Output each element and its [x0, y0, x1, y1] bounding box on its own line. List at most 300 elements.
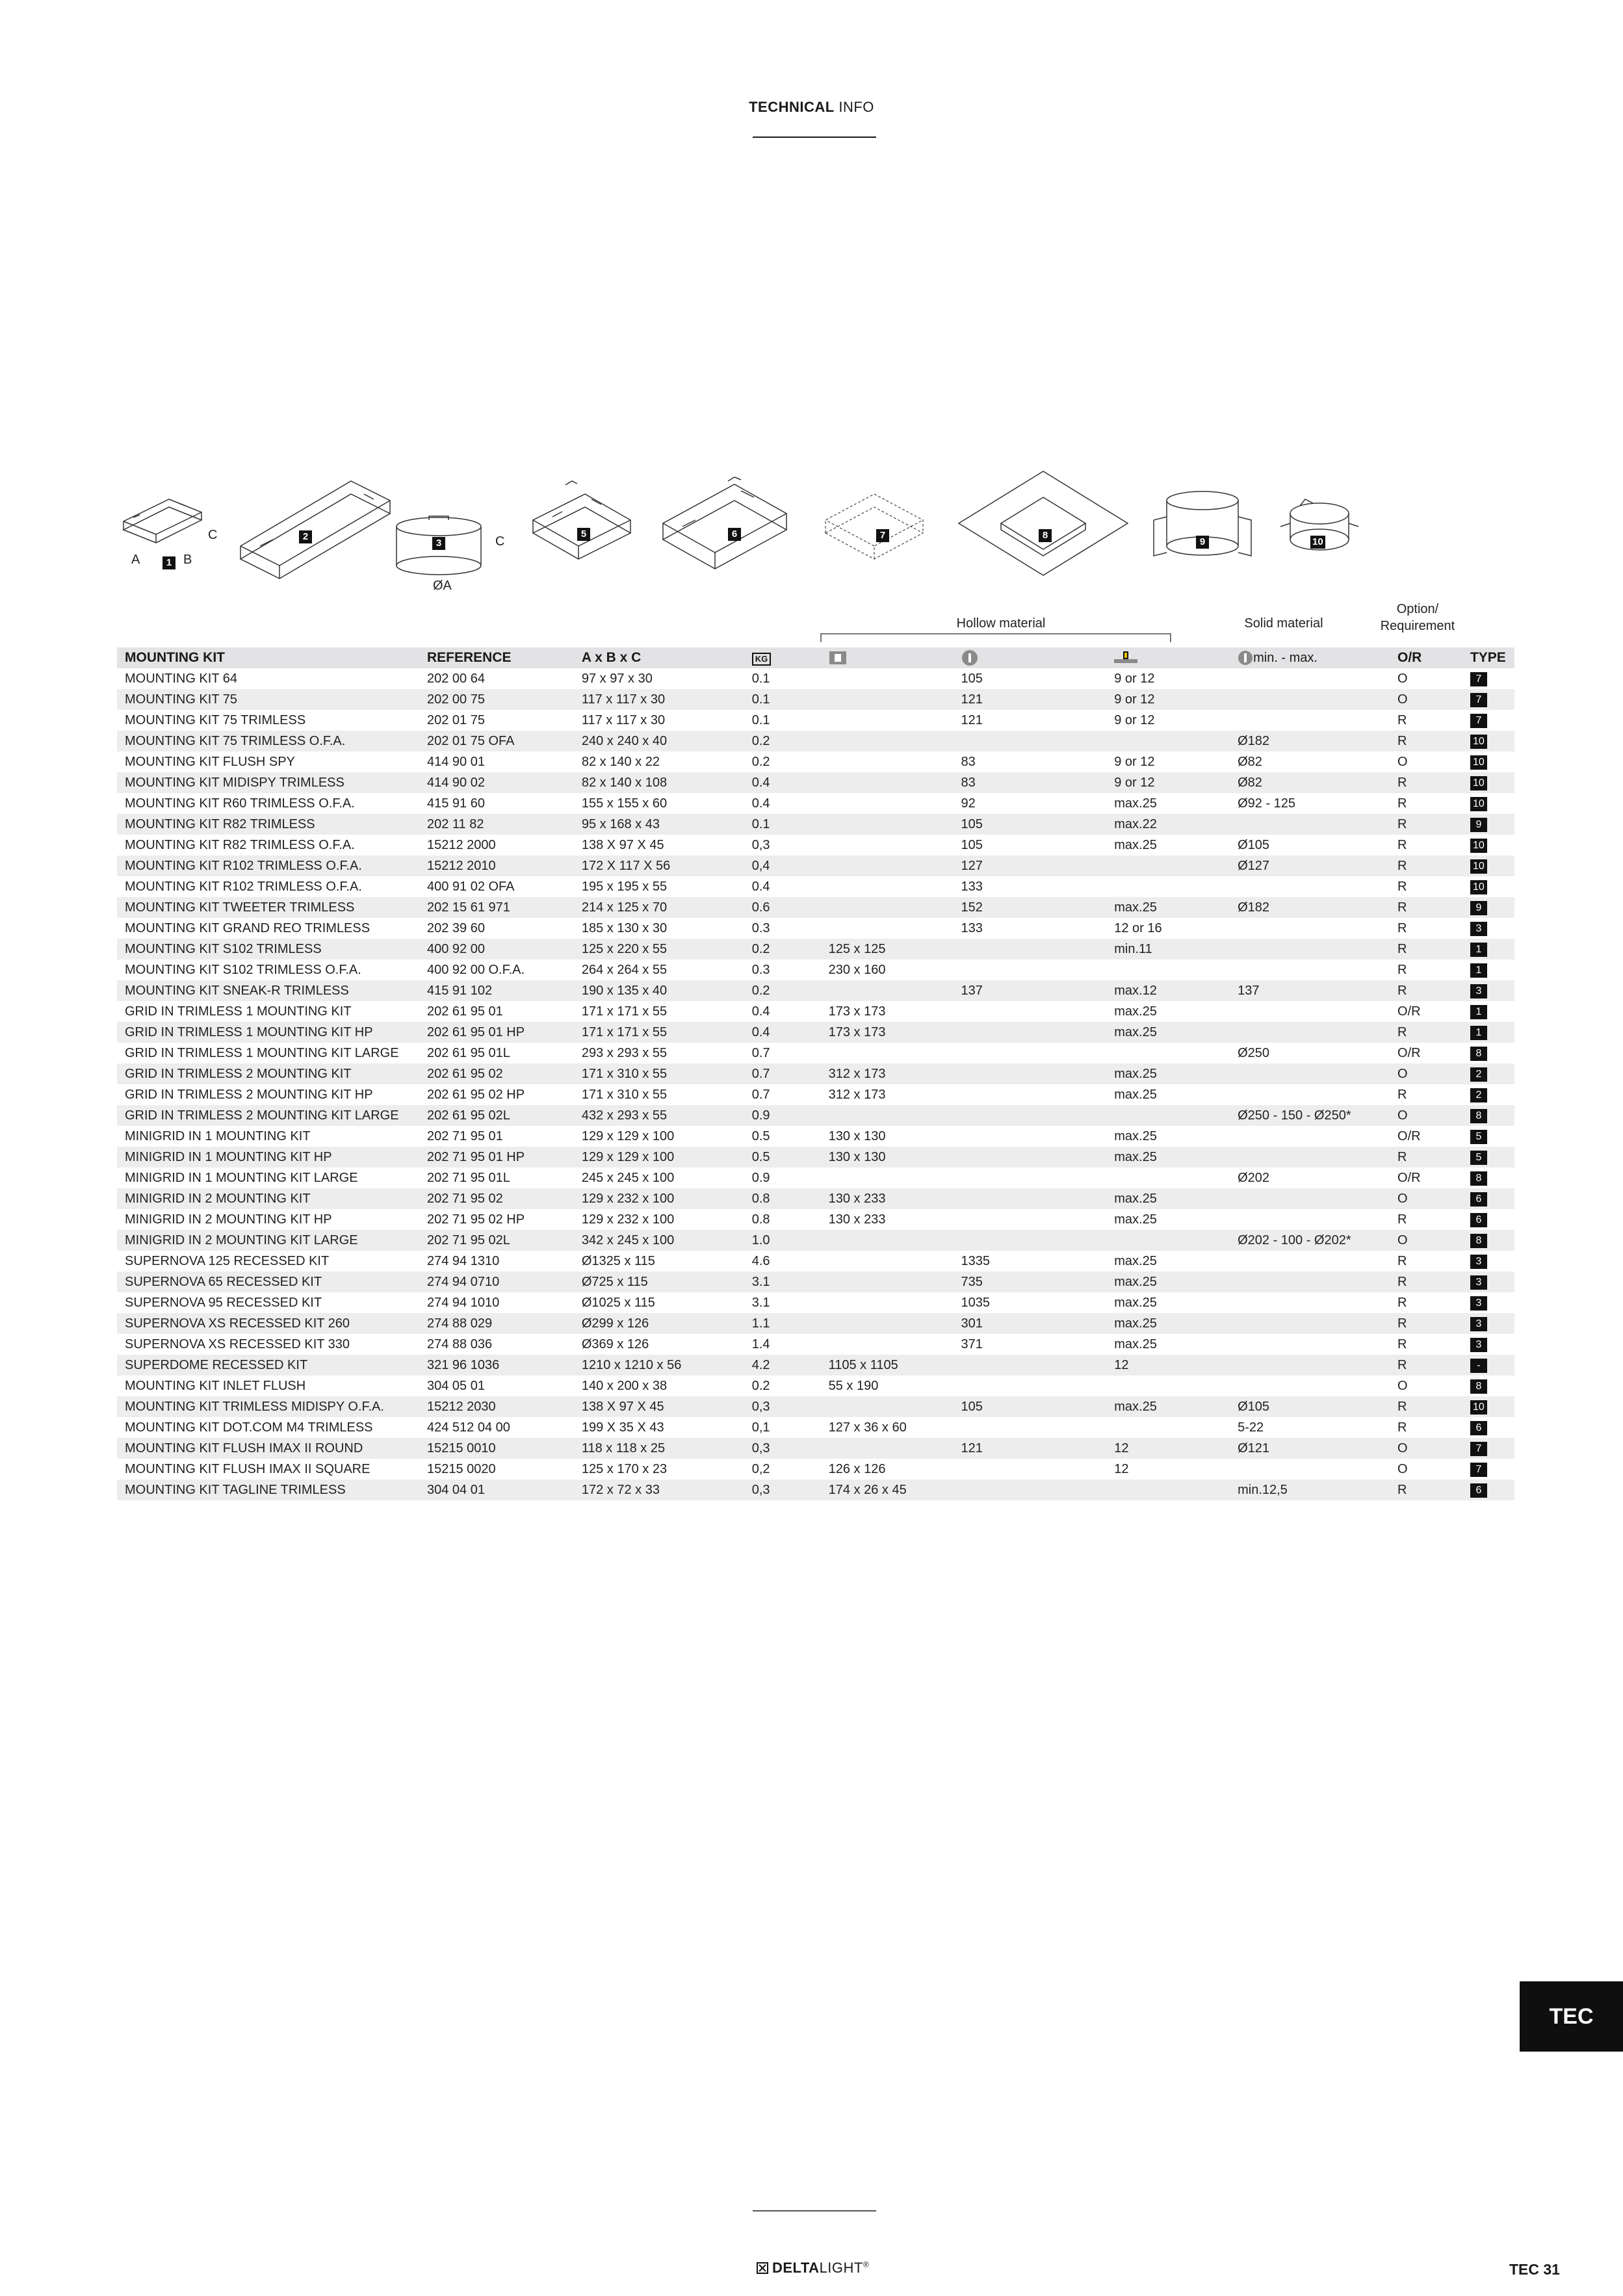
cell-dimensions: Ø1325 x 115 — [581, 1253, 655, 1268]
cell-solid-min-max: Ø82 — [1230, 772, 1390, 793]
cell-hollow-cutout — [821, 1272, 954, 1292]
cell-hollow-cutout — [821, 731, 954, 751]
brand-tm: ® — [863, 2260, 870, 2269]
cell-hollow-cutout — [821, 918, 954, 939]
cell-solid-min-max — [1230, 918, 1390, 939]
cell-reference: 202 00 75 — [419, 689, 574, 710]
cell-hollow-cutout — [821, 1334, 954, 1355]
cell-kit: GRID IN TRIMLESS 2 MOUNTING KIT LARGE — [117, 1105, 419, 1126]
cell-hollow-diameter — [954, 1376, 1107, 1396]
cell-ceiling-thickness — [1106, 855, 1230, 876]
brand-bold: DELTA — [772, 2260, 820, 2276]
type-badge: 7 — [1470, 1442, 1487, 1456]
cell-solid-min-max: Ø127 — [1230, 855, 1390, 876]
cell-weight: 0.6 — [744, 897, 821, 918]
table-row — [117, 1313, 1514, 1334]
cell-kit: MINIGRID IN 2 MOUNTING KIT LARGE — [117, 1230, 419, 1251]
type-badge: 3 — [1470, 1296, 1487, 1311]
cell-weight: 0.9 — [751, 1170, 770, 1185]
kit-badge-9: 9 — [1196, 536, 1209, 549]
cell-dimensions: 117 x 117 x 30 — [581, 712, 666, 727]
col-mounting-kit: MOUNTING KIT — [117, 647, 419, 668]
cell-hollow-cutout — [821, 1251, 954, 1272]
kit-badge-3: 3 — [432, 537, 445, 550]
type-badge: 3 — [1470, 922, 1487, 936]
cell-kit: GRID IN TRIMLESS 1 MOUNTING KIT — [125, 1004, 352, 1019]
cell-solid-min-max — [1230, 1209, 1390, 1230]
type-badge: 6 — [1470, 1192, 1487, 1207]
cell-solid-min-max: 137 — [1230, 980, 1390, 1001]
type-badge: 6 — [1470, 1483, 1487, 1498]
cell-weight: 0.5 — [744, 1147, 821, 1168]
cell-reference: 202 01 75 — [426, 712, 485, 727]
kit-drawing-9 — [1150, 481, 1254, 575]
cell-solid-min-max — [1230, 1355, 1390, 1376]
cell-reference: 15212 2000 — [426, 837, 496, 852]
cell-hollow-cutout — [821, 980, 954, 1001]
cell-hollow-diameter — [954, 1417, 1107, 1438]
page-number: TEC 31 — [1509, 2261, 1560, 2278]
cell-ceiling-thickness: max.25 — [1114, 837, 1157, 852]
cell-kit: SUPERNOVA 65 RECESSED KIT — [117, 1272, 419, 1292]
cell-reference: 414 90 02 — [419, 772, 574, 793]
cell-hollow-diameter — [954, 1063, 1107, 1084]
header-rule — [753, 137, 876, 138]
cell-type — [1462, 1376, 1514, 1396]
cell-kit: MOUNTING KIT S102 TRIMLESS — [117, 939, 419, 959]
cell-weight: 0,1 — [751, 1420, 770, 1435]
cell-dimensions: 82 x 140 x 108 — [574, 772, 744, 793]
cell-hollow-cutout: 126 x 126 — [828, 1461, 886, 1476]
cell-kit: MOUNTING KIT FLUSH IMAX II ROUND — [117, 1438, 419, 1459]
cell-or: R — [1390, 1480, 1462, 1500]
cell-reference: 202 71 95 02L — [419, 1230, 574, 1251]
kit-drawing-1 — [117, 494, 208, 568]
cell-type — [1462, 710, 1514, 731]
type-badge: - — [1470, 1359, 1487, 1373]
cell-hollow-diameter — [954, 1355, 1107, 1376]
cell-hollow-cutout — [821, 689, 954, 710]
cell-solid-min-max — [1230, 876, 1390, 897]
cell-hollow-diameter: 133 — [961, 879, 983, 894]
cell-hollow-diameter: 1335 — [961, 1253, 991, 1268]
cell-weight: 0.4 — [751, 1004, 770, 1019]
type-badge: 10 — [1470, 735, 1487, 749]
type-badge: 3 — [1470, 1275, 1487, 1290]
cell-ceiling-thickness — [1106, 1043, 1230, 1063]
cell-ceiling-thickness: max.12 — [1106, 980, 1230, 1001]
cell-dimensions: 138 X 97 X 45 — [574, 1396, 744, 1417]
cell-dimensions: 293 x 293 x 55 — [581, 1045, 668, 1060]
cell-ceiling-thickness: max.25 — [1106, 1147, 1230, 1168]
cell-hollow-cutout — [821, 855, 954, 876]
kit-drawing-8 — [955, 468, 1131, 582]
cell-kit: MINIGRID IN 2 MOUNTING KIT — [117, 1188, 419, 1209]
cell-ceiling-thickness — [1106, 1376, 1230, 1396]
cell-type — [1462, 1022, 1514, 1043]
cell-solid-min-max — [1230, 1334, 1390, 1355]
cell-hollow-cutout — [821, 876, 954, 897]
cell-dimensions: 129 x 129 x 100 — [574, 1147, 744, 1168]
cell-hollow-cutout: 173 x 173 — [821, 1022, 954, 1043]
cell-hollow-cutout — [821, 1438, 954, 1459]
cell-dimensions: Ø1025 x 115 — [581, 1295, 655, 1310]
cell-dimensions: 125 x 170 x 23 — [581, 1461, 668, 1476]
col-hollow-diameter — [954, 647, 1107, 668]
cell-type — [1462, 689, 1514, 710]
cell-or: R — [1390, 1313, 1462, 1334]
cell-or: O — [1390, 1438, 1462, 1459]
group-label-solid: Solid material — [1244, 616, 1323, 631]
cell-solid-min-max — [1230, 1459, 1390, 1480]
cell-weight: 3.1 — [751, 1295, 770, 1310]
cell-dimensions: 171 x 310 x 55 — [581, 1087, 668, 1102]
cell-hollow-diameter: 121 — [954, 1438, 1107, 1459]
cell-kit: MOUNTING KIT FLUSH SPY — [125, 754, 295, 769]
cell-solid-min-max — [1230, 1147, 1390, 1168]
cell-type — [1462, 793, 1514, 814]
cell-or: R — [1390, 897, 1462, 918]
cell-dimensions: 138 X 97 X 45 — [581, 837, 664, 852]
cell-or: O — [1397, 1378, 1408, 1393]
col-dimensions: A x B x C — [574, 647, 744, 668]
cell-type — [1462, 772, 1514, 793]
cell-kit: MOUNTING KIT R60 TRIMLESS O.F.A. — [125, 796, 355, 811]
cell-hollow-diameter — [954, 1230, 1107, 1251]
cell-reference: 321 96 1036 — [419, 1355, 574, 1376]
cell-dimensions: 97 x 97 x 30 — [581, 671, 653, 686]
cell-ceiling-thickness — [1106, 959, 1230, 980]
cell-dimensions: 171 x 171 x 55 — [574, 1022, 744, 1043]
cell-kit: MOUNTING KIT 75 TRIMLESS — [125, 712, 306, 727]
type-badge: 7 — [1470, 693, 1487, 707]
cell-or: O — [1390, 1230, 1462, 1251]
cell-ceiling-thickness: max.25 — [1106, 1188, 1230, 1209]
cell-type — [1462, 1272, 1514, 1292]
cell-kit: SUPERNOVA 95 RECESSED KIT — [125, 1295, 322, 1310]
cell-type — [1462, 1105, 1514, 1126]
cell-hollow-diameter — [954, 1480, 1107, 1500]
cell-reference: 274 94 1310 — [426, 1253, 500, 1268]
cell-ceiling-thickness: 9 or 12 — [1106, 689, 1230, 710]
type-badge: 10 — [1470, 776, 1487, 790]
cell-reference: 202 15 61 971 — [419, 897, 574, 918]
cell-or: R — [1397, 1420, 1407, 1435]
cell-weight: 3.1 — [744, 1272, 821, 1292]
cell-reference: 400 91 02 OFA — [426, 879, 515, 894]
cell-ceiling-thickness: max.25 — [1106, 897, 1230, 918]
kit-drawing-7 — [819, 488, 929, 575]
cell-weight: 0.1 — [751, 671, 770, 686]
cell-hollow-diameter: 127 — [954, 855, 1107, 876]
section-tab-tec[interactable]: TEC — [1520, 1981, 1623, 2052]
cell-or: O — [1390, 689, 1462, 710]
cell-solid-min-max — [1230, 1084, 1390, 1105]
kit-drawing-5 — [526, 481, 637, 575]
cell-hollow-diameter: 83 — [961, 754, 976, 769]
dim-label-c: C — [208, 528, 218, 542]
cell-hollow-diameter — [954, 1001, 1107, 1022]
cell-weight: 1.4 — [751, 1337, 770, 1351]
cell-kit: MOUNTING KIT 64 — [125, 671, 237, 686]
cell-dimensions: 264 x 264 x 55 — [581, 962, 668, 977]
type-badge: 8 — [1470, 1379, 1487, 1394]
cell-weight: 0.2 — [751, 754, 770, 769]
cell-reference: 15215 0010 — [419, 1438, 574, 1459]
cell-dimensions: 172 x 72 x 33 — [574, 1480, 744, 1500]
cell-reference: 202 11 82 — [419, 814, 574, 835]
cell-dimensions: 82 x 140 x 22 — [581, 754, 660, 769]
cell-kit: MINIGRID IN 1 MOUNTING KIT LARGE — [125, 1170, 358, 1185]
cell-weight: 1.1 — [744, 1313, 821, 1334]
table-row — [117, 980, 1514, 1001]
cell-weight: 0.8 — [751, 1212, 770, 1227]
table-body — [117, 668, 1514, 1500]
cell-or: R — [1390, 1022, 1462, 1043]
cell-hollow-diameter: 105 — [954, 814, 1107, 835]
cell-or: R — [1397, 1253, 1407, 1268]
cell-weight: 0,3 — [744, 1480, 821, 1500]
cell-hollow-cutout: 130 x 130 — [821, 1147, 954, 1168]
cell-type — [1462, 1480, 1514, 1500]
table-row — [117, 1376, 1514, 1396]
cell-dimensions: Ø369 x 126 — [581, 1337, 649, 1351]
cell-kit: MOUNTING KIT 75 TRIMLESS O.F.A. — [117, 731, 419, 751]
cell-ceiling-thickness — [1106, 1105, 1230, 1126]
cell-hollow-cutout — [821, 814, 954, 835]
cell-kit: GRID IN TRIMLESS 2 MOUNTING KIT — [117, 1063, 419, 1084]
cell-ceiling-thickness: max.25 — [1114, 1337, 1157, 1351]
table-row — [117, 1188, 1514, 1209]
cell-or: R — [1390, 1355, 1462, 1376]
cell-ceiling-thickness: max.25 — [1106, 1063, 1230, 1084]
type-badge: 1 — [1470, 1026, 1487, 1040]
cell-or: R — [1397, 1337, 1407, 1351]
cell-hollow-diameter — [954, 1126, 1107, 1147]
cell-weight: 0.4 — [751, 796, 770, 811]
cell-solid-min-max — [1230, 1126, 1390, 1147]
cell-type — [1462, 1209, 1514, 1230]
type-badge: 9 — [1470, 901, 1487, 915]
cell-type — [1462, 980, 1514, 1001]
cell-reference: 15212 2030 — [419, 1396, 574, 1417]
cell-type — [1462, 1043, 1514, 1063]
ceiling-thickness-icon — [1114, 650, 1137, 666]
cell-dimensions: 199 X 35 X 43 — [581, 1420, 664, 1435]
table-row — [117, 1147, 1514, 1168]
cell-ceiling-thickness: max.25 — [1106, 1396, 1230, 1417]
type-badge: 2 — [1470, 1088, 1487, 1102]
cell-hollow-diameter — [954, 1459, 1107, 1480]
cell-type — [1462, 668, 1514, 689]
table-row — [117, 918, 1514, 939]
cell-weight: 0.8 — [744, 1188, 821, 1209]
cell-hollow-cutout — [821, 897, 954, 918]
cell-or: R — [1397, 1295, 1407, 1310]
cell-kit: SUPERNOVA 125 RECESSED KIT — [125, 1253, 330, 1268]
type-badge: 10 — [1470, 797, 1487, 811]
cell-dimensions: 195 x 195 x 55 — [581, 879, 668, 894]
cell-weight: 0.2 — [744, 939, 821, 959]
cell-type — [1462, 751, 1514, 772]
cell-hollow-cutout — [821, 1292, 954, 1313]
table-row — [117, 1396, 1514, 1417]
cell-or: R — [1397, 712, 1407, 727]
cell-kit: MOUNTING KIT FLUSH IMAX II SQUARE — [125, 1461, 370, 1476]
table-row — [117, 855, 1514, 876]
deltalight-logo-icon — [757, 2262, 768, 2274]
cell-type — [1462, 897, 1514, 918]
cell-weight: 0.4 — [744, 1022, 821, 1043]
cell-weight: 0.2 — [744, 980, 821, 1001]
cell-hollow-diameter: 1035 — [961, 1295, 991, 1310]
cell-ceiling-thickness — [1106, 876, 1230, 897]
cell-ceiling-thickness — [1106, 1417, 1230, 1438]
cell-hollow-diameter: 105 — [961, 837, 983, 852]
col-hollow-cutout — [821, 647, 954, 668]
table-row — [117, 772, 1514, 793]
type-badge: 7 — [1470, 714, 1487, 728]
cell-dimensions: 95 x 168 x 43 — [574, 814, 744, 835]
cell-weight: 0.5 — [751, 1128, 770, 1143]
type-badge: 8 — [1470, 1171, 1487, 1186]
cell-dimensions: 432 x 293 x 55 — [574, 1105, 744, 1126]
rectangular-cutout-icon — [829, 651, 847, 665]
deltalight-logo — [757, 2260, 869, 2276]
cell-solid-min-max: Ø182 — [1230, 731, 1390, 751]
type-badge: 3 — [1470, 1255, 1487, 1269]
cell-weight: 4.6 — [751, 1253, 770, 1268]
cell-hollow-diameter — [954, 1043, 1107, 1063]
cell-solid-min-max: Ø82 — [1238, 754, 1262, 769]
cell-hollow-cutout — [821, 1105, 954, 1126]
cell-dimensions: 342 x 245 x 100 — [574, 1230, 744, 1251]
cell-reference: 274 94 1010 — [426, 1295, 500, 1310]
cell-reference: 304 05 01 — [426, 1378, 485, 1393]
cell-dimensions: 118 x 118 x 25 — [574, 1438, 744, 1459]
cell-ceiling-thickness — [1106, 1480, 1230, 1500]
cell-type — [1462, 1063, 1514, 1084]
cell-kit: SUPERNOVA XS RECESSED KIT 260 — [117, 1313, 419, 1334]
col-solid-min-max — [1230, 647, 1390, 668]
cell-kit: MOUNTING KIT R102 TRIMLESS O.F.A. — [125, 879, 362, 894]
cell-reference: 15212 2010 — [419, 855, 574, 876]
kit-badge-2: 2 — [299, 530, 312, 543]
cell-hollow-diameter — [954, 1209, 1107, 1230]
cell-reference: 202 71 95 01 HP — [419, 1147, 574, 1168]
cell-hollow-cutout: 130 x 130 — [828, 1128, 886, 1143]
cell-solid-min-max — [1230, 1188, 1390, 1209]
dim-label-b: B — [183, 553, 192, 567]
cell-dimensions: 171 x 171 x 55 — [581, 1004, 668, 1019]
cell-or: O — [1390, 1063, 1462, 1084]
min-max-label: min. - max. — [1253, 650, 1318, 665]
cell-dimensions: 190 x 135 x 40 — [574, 980, 744, 1001]
type-badge: 8 — [1470, 1109, 1487, 1123]
cell-ceiling-thickness: 9 or 12 — [1106, 772, 1230, 793]
cell-type — [1462, 1084, 1514, 1105]
table-row — [117, 1043, 1514, 1063]
type-badge: 3 — [1470, 1338, 1487, 1352]
kit-illustrations — [110, 468, 1449, 598]
cell-reference: 202 39 60 — [426, 920, 485, 935]
cell-hollow-diameter: 371 — [961, 1337, 983, 1351]
kit-badge-6: 6 — [728, 528, 741, 541]
cell-weight: 0.3 — [751, 962, 770, 977]
type-badge: 3 — [1470, 984, 1487, 998]
cell-kit: SUPERNOVA XS RECESSED KIT 330 — [125, 1337, 350, 1351]
cell-reference: 202 01 75 OFA — [419, 731, 574, 751]
cell-ceiling-thickness: max.25 — [1114, 1253, 1157, 1268]
cell-or: O/R — [1397, 1128, 1421, 1143]
cell-or: R — [1397, 920, 1407, 935]
cell-or: R — [1397, 962, 1407, 977]
cell-kit: GRID IN TRIMLESS 2 MOUNTING KIT HP — [125, 1087, 373, 1102]
cell-hollow-cutout: 174 x 26 x 45 — [821, 1480, 954, 1500]
cell-reference: 15215 0020 — [426, 1461, 496, 1476]
table-row — [117, 1001, 1514, 1022]
cell-weight: 0.1 — [744, 689, 821, 710]
cell-kit: MOUNTING KIT MIDISPY TRIMLESS — [117, 772, 419, 793]
cell-or: O — [1390, 1105, 1462, 1126]
cell-ceiling-thickness: max.25 — [1114, 1087, 1157, 1102]
cell-reference: 274 88 036 — [426, 1337, 493, 1351]
cell-ceiling-thickness: max.25 — [1114, 1212, 1157, 1227]
cell-hollow-cutout: 1105 x 1105 — [821, 1355, 954, 1376]
dim-label-a: A — [131, 553, 140, 567]
cell-dimensions: 240 x 240 x 40 — [574, 731, 744, 751]
cell-weight: 0.4 — [751, 879, 770, 894]
cell-hollow-cutout — [821, 1043, 954, 1063]
cell-or: R — [1390, 731, 1462, 751]
cell-or: R — [1390, 939, 1462, 959]
hollow-bracket — [820, 633, 1171, 642]
cell-kit: SUPERDOME RECESSED KIT — [117, 1355, 419, 1376]
kit-badge-5: 5 — [577, 528, 590, 541]
table-row — [117, 793, 1514, 814]
table-row — [117, 897, 1514, 918]
cell-type — [1462, 876, 1514, 897]
cell-hollow-cutout: 312 x 173 — [821, 1063, 954, 1084]
cell-kit: MOUNTING KIT R102 TRIMLESS O.F.A. — [117, 855, 419, 876]
cell-reference: 202 61 95 02 — [419, 1063, 574, 1084]
cell-hollow-cutout: 173 x 173 — [828, 1004, 886, 1019]
cell-type — [1462, 918, 1514, 939]
table-row — [117, 1230, 1514, 1251]
cell-solid-min-max — [1230, 668, 1390, 689]
cell-ceiling-thickness — [1106, 1168, 1230, 1188]
cell-or: R — [1390, 1147, 1462, 1168]
cell-solid-min-max: Ø105 — [1230, 1396, 1390, 1417]
cell-hollow-diameter: 152 — [954, 897, 1107, 918]
cell-hollow-diameter: 105 — [954, 1396, 1107, 1417]
cell-weight: 0,3 — [744, 1396, 821, 1417]
cell-type — [1462, 1292, 1514, 1313]
page-header — [0, 99, 1623, 116]
table-row — [117, 1105, 1514, 1126]
cell-weight: 0.1 — [744, 814, 821, 835]
type-badge: 5 — [1470, 1130, 1487, 1144]
cell-reference: 415 91 60 — [426, 796, 485, 811]
cell-type — [1462, 731, 1514, 751]
cell-kit: MOUNTING KIT DOT.COM M4 TRIMLESS — [125, 1420, 373, 1435]
cell-or: R — [1390, 1396, 1462, 1417]
type-badge: 9 — [1470, 818, 1487, 832]
cell-solid-min-max: Ø182 — [1230, 897, 1390, 918]
cell-hollow-cutout — [821, 793, 954, 814]
cell-dimensions: 140 x 200 x 38 — [581, 1378, 668, 1393]
cell-or: R — [1390, 1272, 1462, 1292]
